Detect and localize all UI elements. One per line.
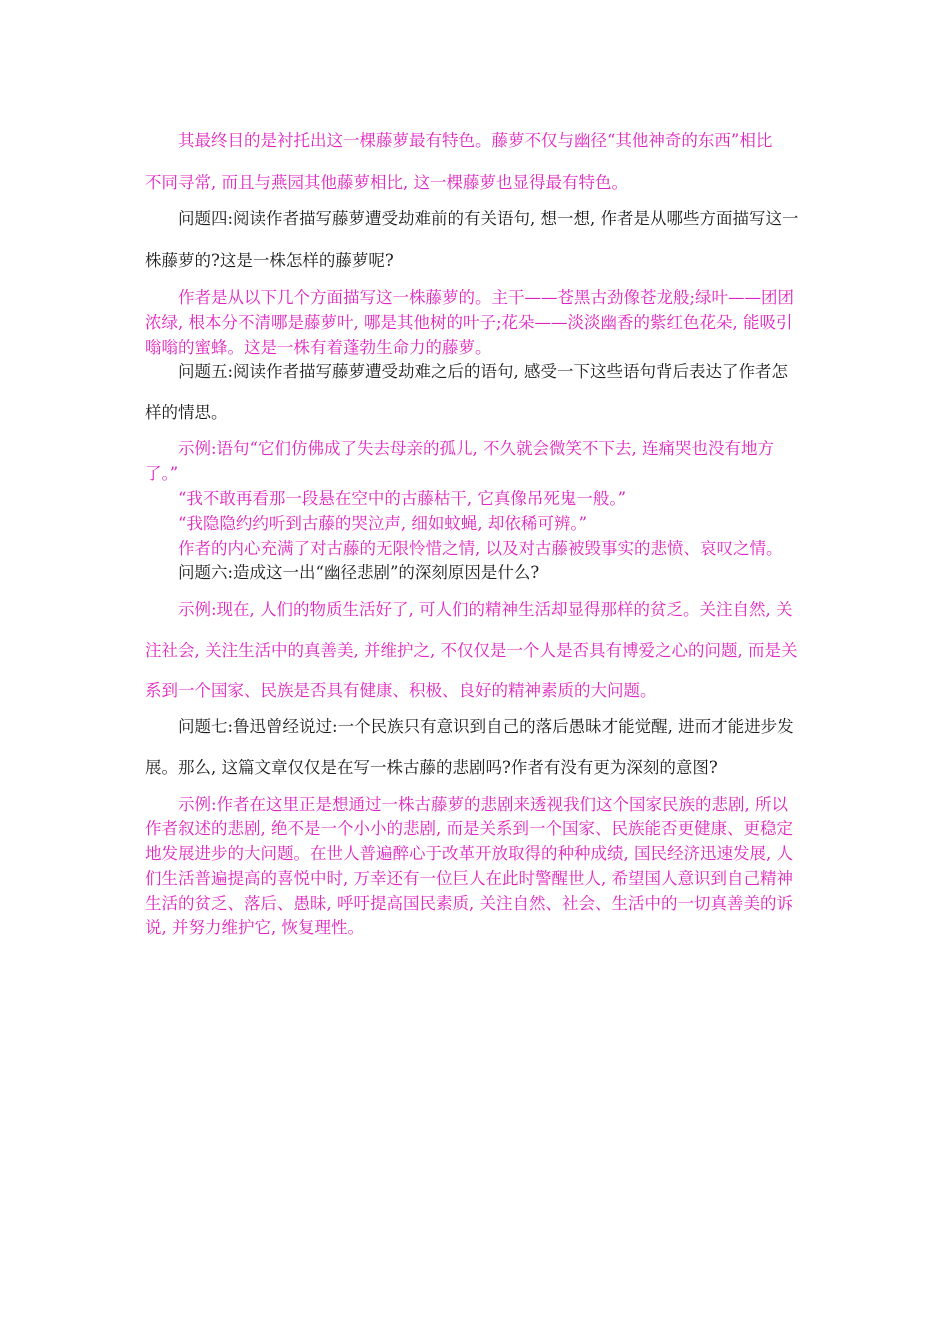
answer-seven-line-2: 作者叙述的悲剧, 绝不是一个小小的悲剧, 而是关系到一个国家、民族能否更健康、更稳定	[145, 819, 793, 838]
question-four-line-1: 问题四:阅读作者描写藤萝遭受劫难前的有关语句, 想一想, 作者是从哪些方面描写这一	[178, 209, 799, 228]
question-five-line-2: 样的情思。	[145, 403, 228, 422]
answer-five-line-1: 示例:语句“它们仿佛成了失去母亲的孤儿, 不久就会微笑不下去, 连痛哭也没有地方	[178, 439, 774, 458]
answer-five-quote-2: “我隐隐约约听到古藤的哭泣声, 细如蚊蝇, 却依稀可辨。”	[178, 514, 588, 533]
question-four-line-2: 株藤萝的?这是一株怎样的藤萝呢?	[145, 251, 394, 270]
answer-four-line-2: 浓绿, 根本分不清哪是藤萝叶, 哪是其他树的叶子;花朵——淡淡幽香的紫红色花朵, 能吸引	[145, 313, 793, 332]
question-seven-line-1: 问题七:鲁迅曾经说过:一个民族只有意识到自己的落后愚昧才能觉醒, 进而才能进步发	[178, 717, 794, 736]
answer-six-line-2: 注社会, 关注生活中的真善美, 并维护之, 不仅仅是一个人是否具有博爱之心的问题, 而是关	[145, 641, 798, 660]
answer-three-line-2: 不同寻常, 而且与燕园其他藤萝相比, 这一棵藤萝也显得最有特色。	[145, 173, 628, 192]
question-seven-line-2: 展。那么, 这篇文章仅仅是在写一株古藤的悲剧吗?作者有没有更为深刻的意图?	[145, 758, 718, 777]
answer-three-line-1: 其最终目的是衬托出这一棵藤萝最有特色。藤萝不仅与幽径“其他神奇的东西”相比	[178, 131, 773, 150]
answer-seven-line-5: 生活的贫乏、落后、愚昧, 呼吁提高国民素质, 关注自然、社会、生活中的一切真善美的诉	[145, 894, 793, 913]
answer-five-quote-1: “我不敢再看那一段悬在空中的古藤枯干, 它真像吊死鬼一般。”	[178, 489, 627, 508]
answer-four-line-3: 嗡嗡的蜜蜂。这是一株有着蓬勃生命力的藤萝。	[145, 338, 492, 357]
answer-seven-line-1: 示例:作者在这里正是想通过一株古藤萝的悲剧来透视我们这个国家民族的悲剧, 所以	[178, 795, 789, 814]
answer-seven-line-3: 地发展进步的大问题。在世人普遍醉心于改革开放取得的种种成绩, 国民经济迅速发展, 人	[145, 844, 793, 863]
answer-seven-line-4: 们生活普遍提高的喜悦中时, 万幸还有一位巨人在此时警醒世人, 希望国人意识到自己精神	[145, 869, 793, 888]
answer-six-line-3: 系到一个国家、民族是否具有健康、积极、良好的精神素质的大问题。	[145, 681, 657, 700]
question-five-line-1: 问题五:阅读作者描写藤萝遭受劫难之后的语句, 感受一下这些语句背后表达了作者怎	[178, 362, 789, 381]
answer-seven-line-6: 说, 并努力维护它, 恢复理性。	[145, 918, 364, 937]
answer-four-line-1: 作者是从以下几个方面描写这一株藤萝的。主干——苍黑古劲像苍龙般;绿叶——团团	[178, 288, 795, 307]
answer-six-line-1: 示例:现在, 人们的物质生活好了, 可人们的精神生活却显得那样的贫乏。关注自然, 关	[178, 600, 793, 619]
answer-five-conclusion: 作者的内心充满了对古藤的无限怜惜之情, 以及对古藤被毁事实的悲愤、哀叹之情。	[178, 539, 783, 558]
question-six: 问题六:造成这一出“幽径悲剧”的深刻原因是什么?	[178, 563, 540, 582]
answer-five-line-2: 了。”	[145, 464, 179, 483]
